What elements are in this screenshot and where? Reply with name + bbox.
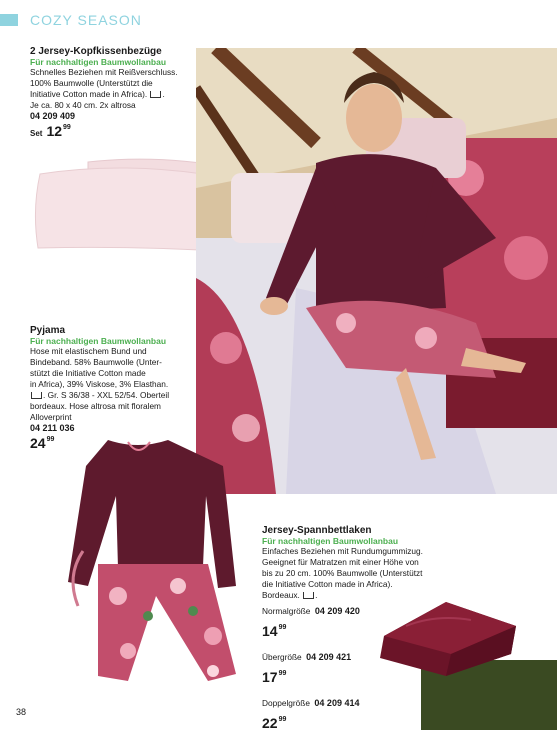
bedroom-photo — [196, 48, 557, 494]
eco-label: Für nachhaltigen Baumwollanbau — [30, 57, 167, 67]
eco-label: Für nachhaltigen Baumwollanbau — [30, 336, 167, 346]
pillow-product-block — [30, 46, 200, 139]
wash-icon — [303, 592, 314, 599]
product-description: Schnelles Beziehen mit Reißverschluss. 100% Baumwolle (Unterstützt die Initiative Cotton made in Africa). . Je ca. 80 x 40 cm. 2x altrosa — [30, 67, 178, 110]
article-number: 04 209 409 — [30, 111, 76, 121]
wash-icon — [31, 392, 42, 399]
size-row: Übergröße 04 209 421 — [262, 652, 352, 662]
fitted-sheet-image — [376, 596, 521, 681]
size-row: Normalgröße 04 209 420 — [262, 606, 360, 616]
price: $24^{99}$ — [30, 435, 55, 451]
price: $17^{99}$ — [262, 669, 287, 685]
product-description: Einfaches Beziehen mit Rundumgummizug. Geeignet für Matratzen mit einer Höhe von bis zu 20 cm. 100% Baumwolle (Unterstützt die Initiative Cotton made in Africa). Bordeaux. . — [262, 546, 423, 600]
page-number: 38 — [16, 707, 27, 717]
product-title: Jersey-Spannbettlaken — [262, 525, 372, 536]
pyjama-product-block — [30, 325, 200, 451]
price: $14^{99}$ — [262, 623, 287, 639]
article-number: 04 211 036 — [30, 423, 75, 433]
eco-label: Für nachhaltigen Baumwollanbau — [262, 536, 399, 546]
size-row: Doppelgröße 04 209 414 — [262, 698, 360, 708]
product-title: 2 Jersey-Kopfkissenbezüge — [30, 46, 162, 57]
price: Set $12^{99}$ — [30, 123, 71, 139]
price: $22^{99}$ — [262, 715, 287, 731]
pyjama-image — [58, 436, 243, 686]
section-title: COZY SEASON — [30, 12, 142, 28]
section-marker — [0, 14, 18, 26]
product-title: Pyjama — [30, 325, 66, 336]
wash-icon — [150, 91, 161, 98]
product-description: Hose mit elastischem Bund und Bindeband. 58% Baumwolle (Unter- stützt die Initiative Cotton made in Africa), 39% Viskose, 3% Elasthan. . Gr. S 36/38 - XXL 52/54. Oberteil bordeaux. Hose altrosa mit floralem Alloverprint — [30, 346, 170, 422]
